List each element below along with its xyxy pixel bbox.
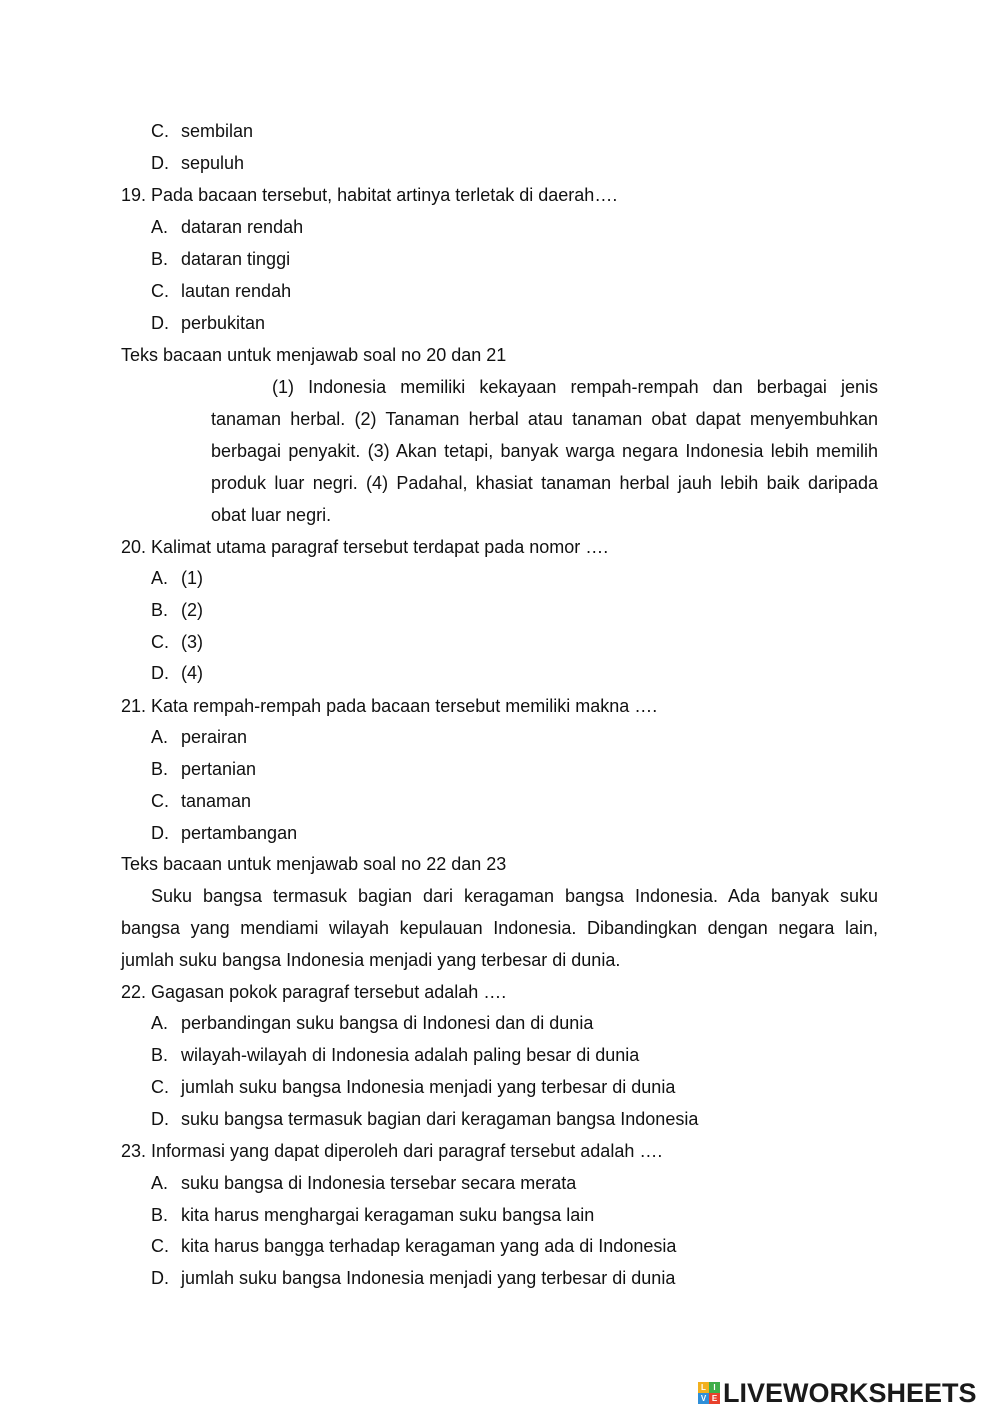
q21-option-d: D. pertambangan: [151, 823, 298, 843]
q20-option-c: C. (3): [151, 632, 203, 652]
q19-option-b: B. dataran tinggi: [151, 249, 291, 269]
q18-option-d: D. sepuluh: [151, 153, 245, 173]
q22-option-d: D. suku bangsa termasuk bagian dari keragaman bangsa Indonesia: [151, 1109, 699, 1129]
q23-option-c: C. kita harus bangga terhadap keragaman yang ada di Indonesia: [151, 1236, 677, 1256]
q22-question: 22. Gagasan pokok paragraf tersebut adalah ….: [121, 982, 507, 1002]
q23-option-d: D. jumlah suku bangsa Indonesia menjadi yang terbesar di dunia: [151, 1268, 676, 1288]
q20-option-a: A. (1): [151, 568, 203, 588]
q20-question: 20. Kalimat utama paragraf tersebut terdapat pada nomor ….: [121, 537, 609, 557]
q20-option-d: D. (4): [151, 663, 203, 683]
q22-option-a: A. perbandingan suku bangsa di Indonesi dan di dunia: [151, 1013, 594, 1033]
logo-text: LIVEWORKSHEETS: [723, 1377, 977, 1408]
reading1-line-4: produk luar negri. (4) Padahal, khasiat tanaman herbal jauh lebih baik daripada: [211, 473, 878, 493]
q23-option-b: B. kita harus menghargai keragaman suku bangsa lain: [151, 1205, 595, 1225]
q18-option-c: C. sembilan: [151, 121, 254, 141]
q21-option-a: A. perairan: [151, 727, 248, 747]
q19-option-a: A. dataran rendah: [151, 217, 304, 237]
q23-question: 23. Informasi yang dapat diperoleh dari paragraf tersebut adalah ….: [121, 1141, 663, 1161]
reading1-intro: Teks bacaan untuk menjawab soal no 20 dan 21: [121, 345, 507, 365]
liveworksheets-logo: [698, 1378, 977, 1408]
reading1-line-5: obat luar negri.: [211, 505, 332, 525]
reading1-line-2: tanaman herbal. (2) Tanaman herbal atau tanaman obat dapat menyembuhkan: [211, 409, 878, 429]
logo-mark-icon: L I V E: [698, 1382, 720, 1404]
reading1-line-3: berbagai penyakit. (3) Akan tetapi, banyak warga negara Indonesia lebih memilih: [211, 441, 878, 461]
q22-option-c: C. jumlah suku bangsa Indonesia menjadi yang terbesar di dunia: [151, 1077, 676, 1097]
q19-option-c: C. lautan rendah: [151, 281, 292, 301]
q19-option-d: D. perbukitan: [151, 313, 266, 333]
q21-option-c: C. tanaman: [151, 791, 252, 811]
q21-option-b: B. pertanian: [151, 759, 257, 779]
reading2-intro: Teks bacaan untuk menjawab soal no 22 dan 23: [121, 854, 507, 874]
q23-option-a: A. suku bangsa di Indonesia tersebar secara merata: [151, 1173, 577, 1193]
q21-question: 21. Kata rempah-rempah pada bacaan tersebut memiliki makna ….: [121, 696, 658, 716]
reading2-line-2: bangsa yang mendiami wilayah kepulauan Indonesia. Dibandingkan dengan negara lain,: [121, 918, 878, 938]
q19-question: 19. Pada bacaan tersebut, habitat artinya terletak di daerah….: [121, 185, 618, 205]
q22-option-b: B. wilayah-wilayah di Indonesia adalah paling besar di dunia: [151, 1045, 640, 1065]
reading2-line-3: jumlah suku bangsa Indonesia menjadi yang terbesar di dunia.: [121, 950, 621, 970]
reading1-line-1: (1) Indonesia memiliki kekayaan rempah-rempah dan berbagai jenis: [272, 377, 878, 397]
q20-option-b: B. (2): [151, 600, 203, 620]
reading2-line-1: Suku bangsa termasuk bagian dari keragaman bangsa Indonesia. Ada banyak suku: [151, 886, 878, 906]
